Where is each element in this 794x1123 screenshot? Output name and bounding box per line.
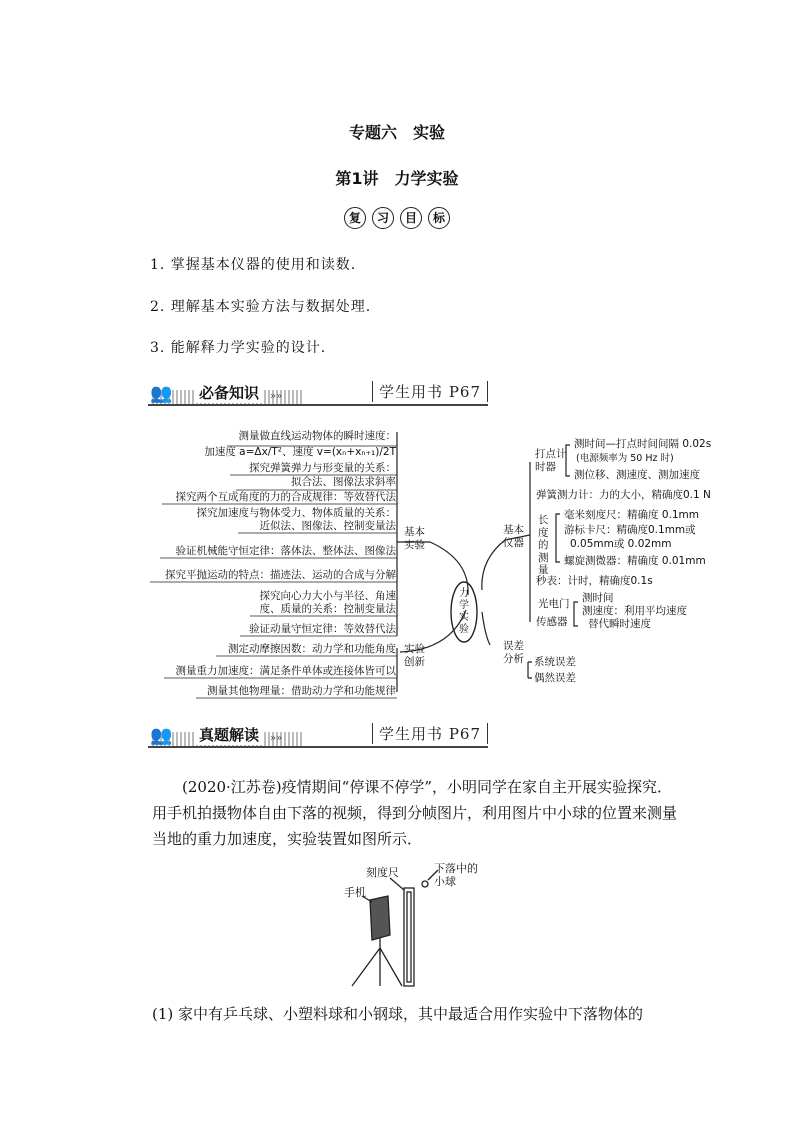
basic-exp-item: 探究平抛运动的特点：描迹法、运动的合成与分解 bbox=[165, 569, 396, 581]
problem-intro: (2020·江苏卷)疫情期间“停课不停学”，小明同学在家自主开展实验探究．用手机拍摄物体自由下落的视频，得到分帧图片，利用图片中小球的位置来测量当地的重力加速度，实验装置如图所示． bbox=[152, 778, 678, 848]
arrows-icon: »» bbox=[270, 391, 283, 402]
error-item: 偶然误差 bbox=[534, 672, 576, 684]
instruments-label: 基本仪器 bbox=[503, 524, 524, 549]
topic-title: 专题六 实验 bbox=[348, 123, 445, 142]
basic-exp-item: 近似法、图像法、控制变量法 bbox=[259, 520, 396, 532]
badge-char: 复 bbox=[344, 207, 366, 229]
length-item: 毫米刻度尺：精确度 0.1mm bbox=[564, 509, 699, 521]
gate-item: 替代瞬时速度 bbox=[588, 618, 651, 630]
gate-item: 测时间 bbox=[582, 592, 614, 604]
length-item: 螺旋测微器：精确度 0.01mm bbox=[564, 555, 706, 567]
innov-exp-label: 实验创新 bbox=[404, 643, 425, 668]
basic-exp-item: 度、质量的关系：控制变量法 bbox=[259, 603, 396, 615]
length-label: 长度的测量 bbox=[538, 514, 549, 576]
section-name: 真题解读 bbox=[196, 724, 262, 745]
sensor-label: 传感器 bbox=[536, 616, 568, 628]
center-label: 力学实验 bbox=[459, 588, 469, 635]
people-icon: 👥 bbox=[150, 725, 173, 746]
fig-label-ball: 下落中的小球 bbox=[434, 862, 478, 888]
innov-exp-item: 测量重力加速度：满足条件单体或连接体皆可以 bbox=[175, 665, 396, 677]
question-1: (1) 家中有乒乓球、小塑料球和小钢球，其中最适合用作实验中下落物体的 bbox=[152, 1005, 644, 1023]
basic-exp-item: 探究加速度与物体受力、物体质量的关系： bbox=[196, 507, 396, 519]
stopwatch: 秒表：计时，精确度0.1s bbox=[536, 575, 653, 587]
section-bar-exam bbox=[148, 718, 488, 752]
basic-exp-item: 验证动量守恒定律：等效替代法 bbox=[249, 623, 396, 635]
badge-char: 标 bbox=[428, 207, 450, 229]
basic-exp-item: 拟合法、图像法求斜率 bbox=[291, 476, 396, 488]
timer-item: 测位移、测速度、测加速度 bbox=[574, 469, 700, 481]
people-icon: 👥 bbox=[150, 383, 173, 404]
section-name: 必备知识 bbox=[196, 382, 262, 403]
goal-item: 3. 能解释力学实验的设计. bbox=[150, 340, 327, 356]
basic-exp-item: 探究向心力大小与半径、角速 bbox=[259, 590, 396, 602]
length-item: 游标卡尺：精确度0.1mm或 bbox=[564, 524, 696, 536]
timer-item: (电源频率为 50 Hz 时) bbox=[576, 453, 674, 464]
basic-exp-item: 探究弹簧弹力与形变量的关系： bbox=[249, 462, 396, 474]
section-ref: 学生用书 P67 bbox=[372, 723, 488, 744]
timer-label: 打点计时器 bbox=[535, 448, 567, 473]
spring-scale: 弹簧测力计：力的大小，精确度0.1 N bbox=[536, 489, 711, 501]
length-item: 0.05mm或 0.02mm bbox=[570, 538, 672, 550]
gate-label: 光电门 bbox=[538, 598, 570, 610]
badge-char: 习 bbox=[372, 207, 394, 229]
innov-exp-item: 测量其他物理量：借助动力学和功能规律 bbox=[207, 685, 396, 697]
basic-exp-item: 测量做直线运动物体的瞬时速度： bbox=[238, 430, 396, 442]
basic-exp-item: 加速度 a=Δx/T²、速度 v=(xₙ+xₙ₊₁)/2T bbox=[204, 446, 396, 458]
goal-item: 1. 掌握基本仪器的使用和读数. bbox=[150, 257, 357, 273]
lecture-title: 第1讲 力学实验 bbox=[335, 169, 459, 188]
fig-label-phone: 手机 bbox=[344, 886, 366, 899]
timer-item: 测时间—打点时间间隔 0.02s bbox=[574, 438, 712, 450]
error-item: 系统误差 bbox=[534, 656, 576, 668]
arrows-icon: »» bbox=[270, 733, 283, 744]
error-label: 误差分析 bbox=[503, 640, 524, 665]
goal-item: 2. 理解基本实验方法与数据处理. bbox=[150, 299, 372, 315]
section-ref: 学生用书 P67 bbox=[372, 381, 488, 402]
innov-exp-item: 测定动摩擦因数：动力学和功能角度 bbox=[228, 643, 396, 655]
gate-item: 测速度：利用平均速度 bbox=[582, 605, 687, 617]
basic-exp-item: 验证机械能守恒定律：落体法、整体法、图像法 bbox=[175, 545, 396, 557]
badge-char: 目 bbox=[400, 207, 422, 229]
fig-label-ruler: 刻度尺 bbox=[366, 866, 399, 879]
basic-exp-label: 基本实验 bbox=[404, 526, 425, 551]
basic-exp-item: 探究两个互成角度的力的合成规律：等效替代法 bbox=[175, 491, 396, 503]
